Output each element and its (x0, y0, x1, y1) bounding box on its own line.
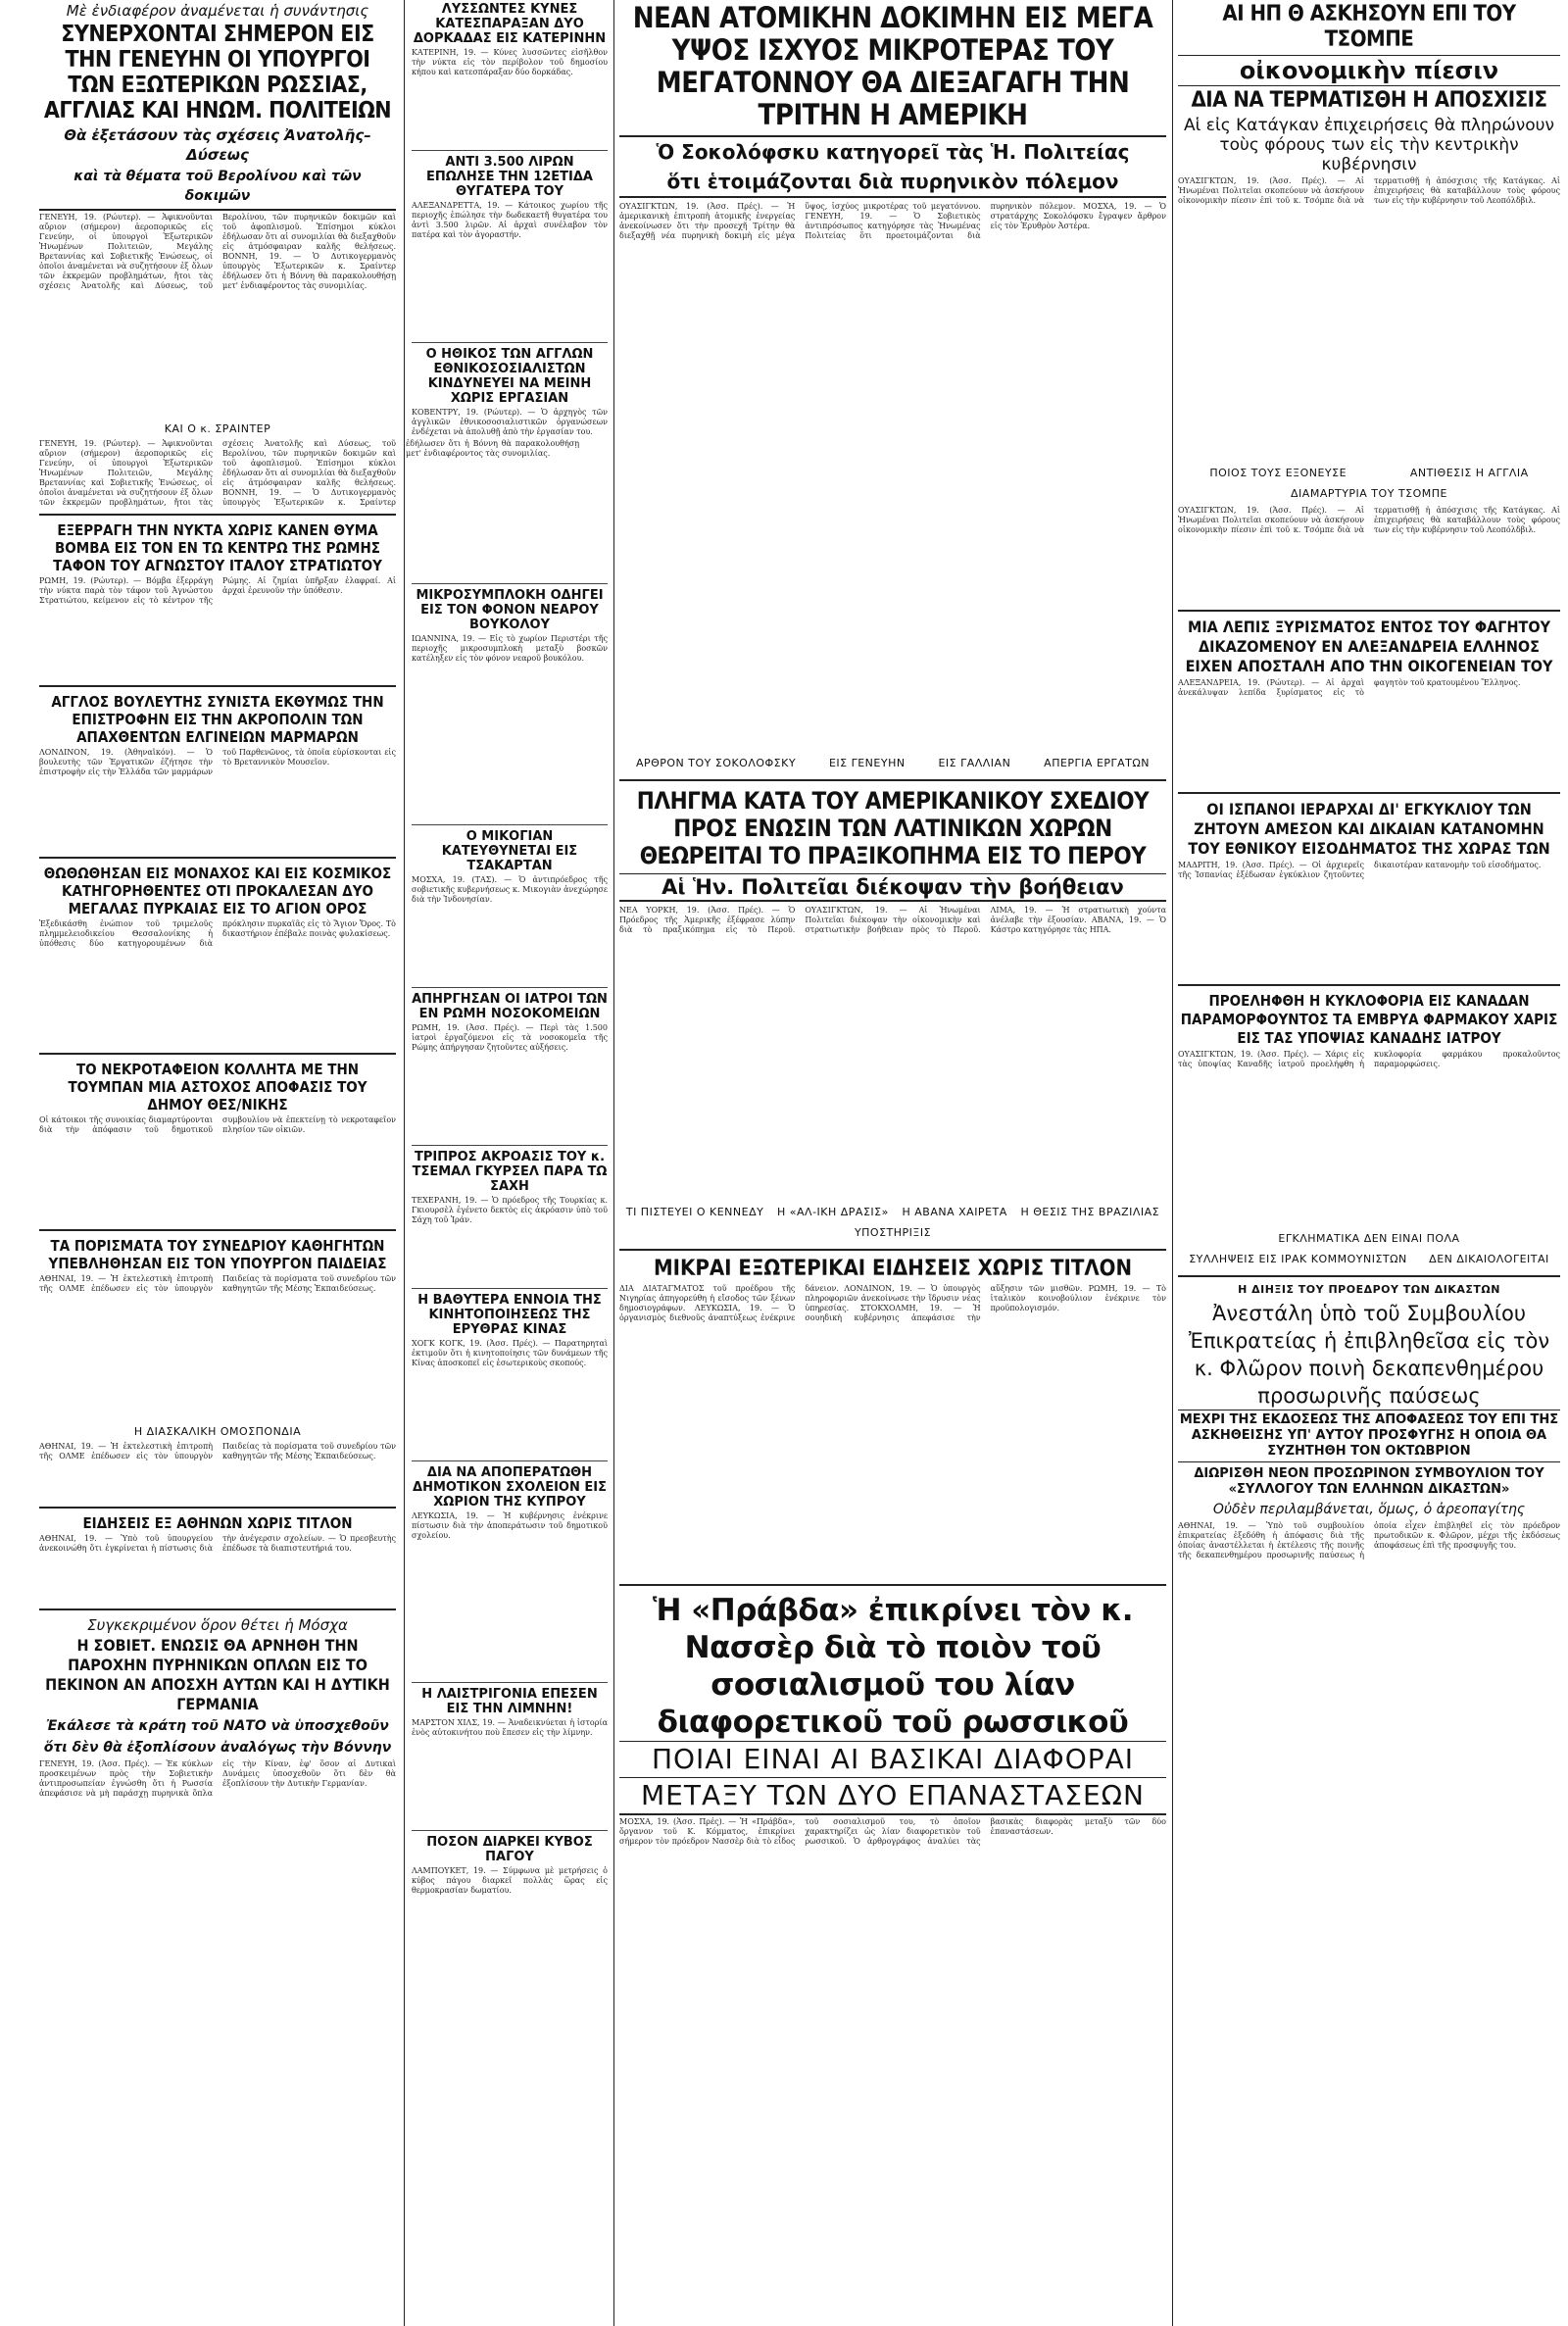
subhead-new-board: ΔΙΩΡΙΣΘΗ ΝΕΟΝ ΠΡΟΣΩΡΙΝΟΝ ΣΥΜΒΟΥΛΙΟΝ ΤΟΥ «ΣΥΛΛΟΓΟΥ ΤΩΝ ΕΛΛΗΝΩΝ ΔΙΚΑΣΤΩΝ» (1194, 1466, 1544, 1497)
article-cemetery-body: Οἱ κάτοικοι τῆς συνοικίας διαμαρτύρονται διὰ τὴν ἀπόφασιν τοῦ δημοτικοῦ συμβουλίου νὰ ἐπεκτείνῃ τὸ νεκροταφεῖον πλησίον τῶν οἰκιῶν. (39, 1115, 396, 1134)
article-peru-body: ΝΕΑ ΥΟΡΚΗ, 19. (Ἀσσ. Πρές). — Ὁ Πρόεδρος τῆς Ἀμερικῆς ἐξέφρασε λύπην διὰ τὸ πραξικόπημα εἰς τὸ Περοῦ. ΟΥΑΣΙΓΚΤΩΝ, 19. — Αἱ Ἡνωμέναι Πολιτεῖαι διέκοψαν τὴν οἰκονομικὴν καὶ στρατιωτικὴν βοήθειαν πρὸς τὸ Περοῦ. ΛΙΜΑ, 19. — Ἡ στρατιωτικὴ χούντα ἀνέλαβε τὴν ἐξουσίαν. ΑΒΑΝΑ, 19. — Ὁ Κάστρο κατηγόρησε τὰς ΗΠΑ. (619, 906, 1166, 934)
subhead-areopagite: Οὐδὲν περιλαμβάνεται, ὅμως, ὁ ἀρεοπαγίτης (1212, 1502, 1526, 1517)
kicker-judges-president: Η ΔΙΗΞΙΣ ΤΟΥ ΠΡΟΕΔΡΟΥ ΤΩΝ ΔΙΚΑΣΤΩΝ (1238, 1283, 1500, 1296)
headline-rome-doctors: ΑΠΗΡΓΗΣΑΝ ΟΙ ΙΑΤΡΟΙ ΤΩΝ ΕΝ ΡΩΜΗ ΝΟΣΟΚΟΜΕΙΩΝ (412, 992, 608, 1021)
headline-british-nazi: Ο ΗΘΙΚΟΣ ΤΩΝ ΑΓΓΛΩΝ ΕΘΝΙΚΟΣΟΣΙΑΛΙΣΤΩΝ ΚΙΝΔΥΝΕΥΕΙ ΝΑ ΜΕΙΝΗ ΧΩΡΙΣ ΕΡΓΑΣΙΑΝ (425, 347, 594, 406)
subsection-iraq-arrests: ΣΥΛΛΗΨΕΙΣ ΕΙΣ ΙΡΑΚ ΚΟΜΜΟΥΝΙΣΤΩΝ (1189, 1253, 1407, 1265)
article-razor-body: ΑΛΕΞΑΝΔΡΕΙΑ, 19. (Ρώυτερ). — Αἱ ἀρχαὶ ἀνεκάλυψαν λεπίδα ξυρίσματος εἰς τὸ φαγητὸν τοῦ κρατουμένου Ἕλληνος. (1178, 678, 1521, 697)
headline-sold-daughter: ΑΝΤΙ 3.500 ΛΙΡΩΝ ΕΠΩΛΗΣΕ ΤΗΝ 12ΕΤΙΔΑ ΘΥΓΑΤΕΡΑ ΤΟΥ (426, 155, 593, 199)
column-2 (412, 0, 608, 2326)
headline-mikoyan: Ο ΜΙΚΟΓΙΑΝ ΚΑΤΕΥΘΥΝΕΤΑΙ ΕΙΣ ΤΣΑΚΑΡΤΑΝ (441, 829, 578, 873)
subsection-in-france: ΕΙΣ ΓΑΛΛΙΑΝ (938, 757, 1011, 769)
headline-shepherd: ΜΙΚΡΟΣΥΜΠΛΟΚΗ ΟΔΗΓΕΙ ΕΙΣ ΤΟΝ ΦΟΝΟΝ ΝΕΑΡΟΥ ΒΟΥΚΟΛΟΥ (416, 588, 604, 632)
article-ice-body: ΛΑΜΠΟΥΚΕΤ, 19. — Σύμφωνα μὲ μετρήσεις ὁ κύβος πάγου διαρκεῖ πολλὰς ὥρας εἰς θερμοκρασίαν δωματίου. (412, 1866, 608, 1895)
article-nazi-body: ΚΟΒΕΝΤΡΥ, 19. (Ρώυτερ). — Ὁ ἀρχηγὸς τῶν ἀγγλικῶν ἐθνικοσοσιαλιστικῶν ὀργανώσεων ἐνδέχεται νὰ ἀπολυθῇ ἀπὸ τὴν ἐργασίαν του. (412, 408, 608, 436)
article-tshombe-body-2: ΟΥΑΣΙΓΚΤΩΝ, 19. (Ἀσσ. Πρές). — Αἱ Ἡνωμέναι Πολιτεῖαι σκοπεύουν νὰ ἀσκήσουν οἰκονομικὴν πίεσιν ἐπὶ τοῦ κ. Τσόμπε διὰ νὰ τερματισθῇ ἡ ἀπόσχισις τῆς Κατάγκας. Αἱ ἐπιχειρήσεις θὰ καταβάλλουν τοὺς φόρους των εἰς τὴν κυβέρνησιν τοῦ Λεοπόλδβιλ. (1178, 506, 1560, 534)
headline-china-mobilization: Η ΒΑΘΥΤΕΡΑ ΕΝΝΟΙΑ ΤΗΣ ΚΙΝΗΤΟΠΟΙΗΣΕΩΣ ΤΗΣ ΕΡΥΘΡΑΣ ΚΙΝΑΣ (417, 1293, 602, 1337)
article-soviet-body: ΓΕΝΕΥΗ, 19. (Ἀσσ. Πρές). — Ἐκ κύκλων προσκειμένων πρὸς τὴν Σοβιετικὴν ἀντιπροσωπείαν ἐγνώσθη ὅτι ἡ Ρωσσία ἀπεφάσισε νὰ μὴ παράσχῃ πυρηνικὰ ὅπλα εἰς τὴν Κίναν, ἐφ' ὅσον αἱ Δυτικαὶ Δυνάμεις ὑποσχεθοῦν ὅτι δὲν θὰ ἐξοπλίσουν τὴν Δυτικὴν Γερμανίαν. (39, 1759, 396, 1798)
subhead-until-decision: ΜΕΧΡΙ ΤΗΣ ΕΚΔΟΣΕΩΣ ΤΗΣ ΑΠΟΦΑΣΕΩΣ ΤΟΥ ΕΠΙ ΤΗΣ ΑΣΚΗΘΕΙΣΗΣ ΥΠ' ΑΥΤΟΥ ΠΡΟΣΦΥΓΗΣ Η ΟΠΟΙΑ ΘΑ ΣΥΖΗΤΗΘΗ ΤΟΝ ΟΚΤΩΒΡΙΟΝ (1178, 1410, 1560, 1462)
headline-floros-suspension: Ἀνεστάλη ὑπὸ τοῦ Συμβουλίου Ἐπικρατείας ἡ ἐπιβληθεῖσα εἰς τὸν κ. Φλῶρον ποινὴ δεκαπενθημέρου προσωρινῆς παύσεως (1188, 1302, 1550, 1408)
article-geneva-body-2: ΓΕΝΕΥΗ, 19. (Ρώυτερ). — Ἀφικνοῦνται αὔριον (σήμερον) ἀεροπορικῶς εἰς Γενεύην, οἱ ὑπουργοὶ Ἐξωτερικῶν Ἡνωμένων Πολιτειῶν, Μεγάλης Βρεταννίας καὶ Σοβιετικῆς Ἑνώσεως, οἱ ὁποῖοι ἀναμένεται νὰ συζητήσουν ἐξ ὅλων τῶν ἐκκρεμῶν προβλημάτων, ἤτοι τὰς σχέσεις Ἀνατολῆς καὶ Δύσεως, τοῦ Βερολίνου, τῶν πυρηνικῶν δοκιμῶν καὶ τοῦ ἀφοπλισμοῦ. Ἐπίσημοι κύκλοι ἐδήλωσαν ὅτι αἱ συνομιλίαι θὰ διεξαχθοῦν εἰς ἀτμόσφαιραν καλῆς θελήσεως. ΒΟΝΝΗ, 19. — Ὁ Δυτικογερμανὸς ὑπουργὸς Ἐξωτερικῶν κ. Σραίντερ ἐδήλωσεν ὅτι ἡ Βόννη θὰ παρακολουθήσῃ μετ' ἐνδιαφέροντος τὰς συνομιλίας. (39, 439, 579, 507)
headline-cyprus-school: ΔΙΑ ΝΑ ΑΠΟΠΕΡΑΤΩΘΗ ΔΗΜΟΤΙΚΟΝ ΣΧΟΛΕΙΟΝ ΕΙΣ ΧΩΡΙΟΝ ΤΗΣ ΚΥΠΡΟΥ (413, 1465, 607, 1509)
column-3 (619, 0, 1166, 2326)
article-rome-bomb-body: ΡΩΜΗ, 19. (Ρώυτερ). — Βόμβα ἐξερράγη τὴν νύκτα παρὰ τὸν τάφον τοῦ Ἀγνώστου Στρατιώτου, κείμενον εἰς τὸ κέντρον τῆς Ρώμης. Αἱ ζημίαι ὑπῆρξαν ἐλαφραί. Αἱ ἀρχαὶ ἐρευνοῦν τὴν ὑπόθεσιν. (39, 576, 396, 605)
article-geneva-body: ΓΕΝΕΥΗ, 19. (Ρώυτερ). — Ἀφικνοῦνται αὔριον (σήμερον) ἀεροπορικῶς εἰς Γενεύην, οἱ ὑπουργοὶ Ἐξωτερικῶν Ἡνωμένων Πολιτειῶν, Μεγάλης Βρεταννίας καὶ Σοβιετικῆς Ἑνώσεως, οἱ ὁποῖοι ἀναμένεται νὰ συζητήσουν ἐξ ὅλων τῶν ἐκκρεμῶν προβλημάτων, ἤτοι τὰς σχέσεις Ἀνατολῆς καὶ Δύσεως, τοῦ Βερολίνου, τῶν πυρηνικῶν δοκιμῶν καὶ τοῦ ἀφοπλισμοῦ. Ἐπίσημοι κύκλοι ἐδήλωσαν ὅτι αἱ συνομιλίαι θὰ διεξαχθοῦν εἰς ἀτμόσφαιραν καλῆς θελήσεως. ΒΟΝΝΗ, 19. — Ὁ Δυτικογερμανὸς ὑπουργὸς Ἐξωτερικῶν κ. Σραίντερ ἐδήλωσεν ὅτι ἡ Βόννη θὰ παρακολουθήσῃ μετ' ἐνδιαφέροντος τὰς συνομιλίας. (39, 213, 396, 290)
kicker-geneva: Μὲ ἐνδιαφέρον ἀναμένεται ἡ συνάντησις (66, 2, 369, 20)
subsection-havana: Η ΑΒΑΝΑ ΧΑΙΡΕΤΑ (902, 1206, 1007, 1218)
article-shepherd-body: ΙΩΑΝΝΙΝΑ, 19. — Εἰς τὸ χωρίον Περιστέρι τῆς περιοχῆς μικροσυμπλοκὴ μεταξὺ βοσκῶν κατέληξεν εἰς τὸν φόνον νεαροῦ βουκόλου. (412, 634, 608, 663)
subhead-two-revolutions: ΜΕΤΑΞΥ ΤΩΝ ΔΥΟ ΕΠΑΝΑΣΤΑΣΕΩΝ (619, 1778, 1166, 1815)
headline-canada-drug: ΠΡΟΕΛΗΦΘΗ Η ΚΥΚΛΟΦΟΡΙΑ ΕΙΣ ΚΑΝΑΔΑΝ ΠΑΡΑΜΟΡΦΟΥΝΤΟΣ ΤΑ ΕΜΒΡΥΑ ΦΑΡΜΑΚΟΥ ΧΑΡΙΣ ΕΙΣ ΤΑΣ ΥΠΟΨΙΑΣ ΚΑΝΑΔΗΣ ΙΑΤΡΟΥ (1180, 992, 1558, 1047)
kicker-moscow: Συγκεκριμένον ὅρον θέτει ἡ Μόσχα (87, 1616, 348, 1634)
article-tshombe-body: ΟΥΑΣΙΓΚΤΩΝ, 19. (Ἀσσ. Πρές). — Αἱ Ἡνωμέναι Πολιτεῖαι σκοπεύουν νὰ ἀσκήσουν οἰκονομικὴν πίεσιν ἐπὶ τοῦ κ. Τσόμπε διὰ νὰ τερματισθῇ ἡ ἀπόσχισις τῆς Κατάγκας. Αἱ ἐπιχειρήσεις θὰ καταβάλλουν τοὺς φόρους των εἰς τὴν κυβέρνησιν τοῦ Λεοπόλδβιλ. (1178, 176, 1560, 205)
subsection-action: Η «ΑΛ-ΙΚΗ ΔΡΑΣΙΣ» (777, 1206, 889, 1218)
subsection-brazil: Η ΘΕΣΙΣ ΤΗΣ ΒΡΑΖΙΛΙΑΣ (1020, 1206, 1160, 1218)
subhead-nato: Ἐκάλεσε τὰ κράτη τοῦ ΝΑΤΟ νὰ ὑποσχεθοῦν (46, 1718, 389, 1734)
subhead-berlin: καὶ τὰ θέματα τοῦ Βερολίνου καὶ τῶν δοκιμῶν (39, 167, 396, 211)
article-gursel-body: ΤΕΧΕΡΑΝΗ, 19. — Ὁ πρόεδρος τῆς Τουρκίας κ. Γκιουρσὲλ ἐγένετο δεκτὸς εἰς ἀκρόασιν ὑπὸ τοῦ Σάχη τοῦ Ἰράν. (412, 1196, 608, 1224)
subsection-tshombe-protest: ΔΙΑΜΑΡΤΥΡΙΑ ΤΟΥ ΤΣΟΜΠΕ (1291, 487, 1447, 500)
subsection-britain-opposes: ΑΝΤΙΘΕΣΙΣ Η ΑΓΓΛΙΑ (1409, 467, 1529, 479)
subhead-sokolovsky: Ὁ Σοκολόφσκυ κατηγορεῖ τὰς Ἡ. Πολιτείας (619, 135, 1166, 165)
subhead-katanga-taxes: Αἱ εἰς Κατάγκαν ἐπιχειρήσεις θὰ πληρώνουν τοὺς φόρους των εἰς τὴν κεντρικὴν κυβέρνησιν (1183, 116, 1555, 174)
article-lake-body: ΜΑΡΣΤΟΝ ΧΙΛΣ, 19. — Ἀναδεικνύεται ἡ ἱστορία ἑνὸς αὐτοκινήτου ποὺ ἔπεσεν εἰς τὴν λίμνην. (412, 1718, 608, 1737)
subhead-basic-differences: ΠΟΙΑΙ ΕΙΝΑΙ ΑΙ ΒΑΣΙΚΑΙ ΔΙΑΦΟΡΑΙ (619, 1741, 1166, 1778)
article-atomic-body: ΟΥΑΣΙΓΚΤΩΝ, 19. (Ἀσσ. Πρές). — Ἡ ἀμερικανικὴ ἐπιτροπὴ ἀτομικῆς ἐνεργείας ἀνεκοίνωσεν ὅτι τὴν προσεχῆ Τρίτην θὰ διεξαχθῇ νέα πυρηνικὴ δοκιμὴ εἰς μέγα ὕψος, ἰσχύος μικροτέρας τοῦ μεγατόννου. ΓΕΝΕΥΗ, 19. — Ὁ Σοβιετικὸς ἀντιπρόσωπος κατηγόρησε τὰς Ἡνωμένας Πολιτείας ὅτι προετοιμάζονται διὰ πυρηνικὸν πόλεμον. ΜΟΣΧΑ, 19. — Ὁ στρατάρχης Σοκολόφσκυ ἔγραψεν ἄρθρον εἰς τὸν Ἐρυθρὸν Ἀστέρα. (619, 202, 1166, 240)
subsection-in-geneva: ΕΙΣ ΓΕΝΕΥΗΝ (828, 757, 906, 769)
subsection-support: ΥΠΟΣΤΗΡΙΞΙΣ (854, 1226, 932, 1239)
subsection-teachers-federation: Η ΔΙΑΣΚΑΛΙΚΗ ΟΜΟΣΠΟΝΔΙΑ (133, 1425, 302, 1438)
article-mikoyan-body: ΜΟΣΧΑ, 19. (ΤΑΣ). — Ὁ ἀντιπρόεδρος τῆς σοβιετικῆς κυβερνήσεως κ. Μικογιὰν ἀνεχώρησε διὰ τὴν Ἰνδονησίαν. (412, 875, 608, 904)
headline-peru-coup: ΠΛΗΓΜΑ ΚΑΤΑ ΤΟΥ ΑΜΕΡΙΚΑΝΙΚΟΥ ΣΧΕΔΙΟΥ ΠΡΟΣ ΕΝΩΣΙΝ ΤΩΝ ΛΑΤΙΝΙΚΩΝ ΧΩΡΩΝ ΘΕΩΡΕΙΤΑΙ ΤΟ ΠΡΑΞΙΚΟΠΗΜΑ ΕΙΣ ΤΟ ΠΕΡΟΥ (636, 787, 1150, 869)
headline-tshombe: ΑΙ ΗΠ Θ ΑΣΚΗΣΟΥΝ ΕΠΙ ΤΟΥ ΤΣΟΜΠΕ (1222, 2, 1516, 52)
headline-atomic-test: ΝΕΑΝ ΑΤΟΜΙΚΗΝ ΔΟΚΙΜΗΝ ΕΙΣ ΜΕΓΑ ΥΨΟΣ ΙΣΧΥΟΣ ΜΙΚΡΟΤΕΡΑΣ ΤΟΥ ΜΕΓΑΤΟΝΝΟΥ ΘΑ ΔΙΕΞΑΓΑΓΗ ΤΗΝ ΤΡΙΤΗΝ Η ΑΜΕΡΙΚΗ (632, 1, 1153, 131)
article-canada-body: ΟΥΑΣΙΓΚΤΩΝ, 19. (Ἀσσ. Πρές). — Χάρις εἰς τὰς ὑποψίας Καναδῆς ἰατροῦ προελήφθη ἡ κυκλοφορία φαρμάκου προκαλοῦντος παραμορφώσεις. (1178, 1050, 1560, 1068)
article-teachers-body: ΑΘΗΝΑΙ, 19. — Ἡ ἐκτελεστικὴ ἐπιτροπὴ τῆς ΟΛΜΕ ἐπέδωσεν εἰς τὸν ὑπουργὸν Παιδείας τὰ πορίσματα τοῦ συνεδρίου τῶν καθηγητῶν τῆς Μέσης Ἐκπαιδεύσεως. (39, 1274, 396, 1293)
subsection-who-exhausted: ΠΟΙΟΣ ΤΟΥΣ ΕΞΟΝΕΥΣΕ (1209, 467, 1348, 479)
article-athos-body: Ἐξεδικάσθη ἐνώπιον τοῦ τριμελοῦς πλημμελειοδικείου Θεσσαλονίκης ἡ ὑπόθεσις δύο κατηγορουμένων διὰ πρόκλησιν πυρκαϊᾶς εἰς τὸ Ἅγιον Ὄρος. Τὸ δικαστήριον ἐπέβαλε ποινὰς φυλακίσεως. (39, 919, 396, 948)
headline-razor-blade: ΜΙΑ ΛΕΠΙΣ ΞΥΡΙΣΜΑΤΟΣ ΕΝΤΟΣ ΤΟΥ ΦΑΓΗΤΟΥ ΔΙΚΑΖΟΜΕΝΟΥ ΕΝ ΑΛΕΞΑΝΔΡΕΙΑ ΕΛΛΗΝΟΣ ΕΙΧΕΝ ΑΠΟΣΤΑΛΗ ΑΠΟ ΤΗΝ ΟΙΚΟΓΕΝΕΙΑΝ ΤΟΥ (1185, 618, 1553, 675)
headline-geneva-ministers: ΣΥΝΕΡΧΟΝΤΑΙ ΣΗΜΕΡΟΝ ΕΙΣ ΤΗΝ ΓΕΝΕΥΗΝ ΟΙ ΥΠΟΥΡΓΟΙ ΤΩΝ ΕΞΩΤΕΡΙΚΩΝ ΡΩΣΣΙΑΣ, ΑΓΓΛΙΑΣ ΚΑΙ ΗΝΩΜ. ΠΟΛΙΤΕΙΩΝ (43, 22, 392, 124)
subsection-crimes: ΕΓΚΛΗΜΑΤΙΚΑ ΔΕΝ ΕΙΝΑΙ ΠΟΛΑ (1278, 1232, 1460, 1245)
subhead-east-west: Θὰ ἐξετάσουν τὰς σχέσεις Ἀνατολῆς–Δύσεως (64, 126, 371, 164)
subhead-nuclear-war: ὅτι ἑτοιμάζονται διὰ πυρηνικὸν πόλεμον (619, 169, 1166, 198)
headline-spanish-bishops: ΟΙ ΙΣΠΑΝΟΙ ΙΕΡΑΡΧΑΙ ΔΙ' ΕΓΚΥΚΛΙΟΥ ΤΩΝ ΖΗΤΟΥΝ ΑΜΕΣΟΝ ΚΑΙ ΔΙΚΑΙΑΝ ΚΑΤΑΝΟΜΗΝ ΤΟΥ ΕΘΝΙΚΟΥ ΕΙΣΟΔΗΜΑΤΟΣ ΤΗΣ ΧΩΡΑΣ ΤΩΝ (1188, 800, 1550, 858)
headline-foreign-briefs: ΜΙΚΡΑΙ ΕΞΩΤΕΡΙΚΑΙ ΕΙΔΗΣΕΙΣ ΧΩΡΙΣ ΤΙΤΛΟΝ (653, 1257, 1133, 1281)
article-bishops-body: ΜΑΔΡΙΤΗ, 19. (Ἀσσ. Πρές). — Οἱ ἀρχιερεῖς τῆς Ἱσπανίας ἐξέδωσαν ἐγκύκλιον ζητοῦντες δικαιοτέραν κατανομὴν τοῦ εἰσοδήματος. (1178, 861, 1542, 879)
subsection-strike: ΑΠΕΡΓΙΑ ΕΡΓΑΤΩΝ (1044, 757, 1151, 769)
headline-rome-bomb: ΕΞΕΡΡΑΓΗ ΤΗΝ ΝΥΚΤΑ ΧΩΡΙΣ ΚΑΝΕΝ ΘΥΜΑ ΒΟΜΒΑ ΕΙΣ ΤΟΝ ΕΝ ΤΩ ΚΕΝΤΡΩ ΤΗΣ ΡΩΜΗΣ ΤΑΦΟΝ ΤΟΥ ΑΓΝΩΣΤΟΥ ΙΤΑΛΟΥ ΣΤΡΑΤΙΩΤΟΥ (53, 521, 382, 574)
subsection-sokolovsky-article: ΑΡΘΡΟΝ ΤΟΥ ΣΟΚΟΛΟΦΣΚΥ (635, 757, 797, 769)
headline-elgin-marbles: ΑΓΓΛΟΣ ΒΟΥΛΕΥΤΗΣ ΣΥΝΙΣΤΑ ΕΚΘΥΜΩΣ ΤΗΝ ΕΠΙΣΤΡΟΦΗΝ ΕΙΣ ΤΗΝ ΑΚΡΟΠΟΛΙΝ ΤΩΝ ΑΠΑΧΘΕΝΤΩΝ ΕΛΓΙΝΕΙΩΝ ΜΑΡΜΑΡΩΝ (51, 693, 384, 746)
article-dogs-body: ΚΑΤΕΡΙΝΗ, 19. — Κύνες λυσσῶντες εἰσῆλθον τὴν νύκτα εἰς τὸν περίβολον τοῦ δημοσίου κήπου καὶ κατεσπάραξαν δύο δορκάδας. (412, 48, 608, 76)
headline-ice-cube: ΠΟΣΟΝ ΔΙΑΡΚΕΙ ΚΥΒΟΣ ΠΑΓΟΥ (426, 1835, 593, 1864)
article-briefs-body: ΔΙΑ ΔΙΑΤΑΓΜΑΤΟΣ τοῦ προέδρου τῆς Νιγηρίας ἀπηγορεύθη ἡ εἴσοδος τῶν ξένων δημοσιογράφων. ΛΕΥΚΩΣΙΑ, 19. — Ὁ ὀργανισμὸς διεθνοῦς ἀναπτύξεως ἐνέκρινε δάνειον. ΛΟΝΔΙΝΟΝ, 19. — Ὁ ὑπουργὸς πληροφοριῶν ἀνεκοίνωσε τὴν ἵδρυσιν νέας ὑπηρεσίας. ΣΤΟΚΧΟΛΜΗ, 19. — Ἡ σουηδικὴ κυβέρνησις ἀπεφάσισε τὴν αὔξησιν τῶν μισθῶν. ΡΩΜΗ, 19. — Τὸ ἰταλικὸν κοινοβούλιον ἐνέκρινε τὸν προϋπολογισμόν. (619, 1284, 1166, 1322)
subsection-schroeder: ΚΑΙ Ο κ. ΣΡΑΙΝΤΕΡ (164, 422, 271, 435)
article-cyprus-body: ΛΕΥΚΩΣΙΑ, 19. — Ἡ κυβέρνησις ἐνέκρινε πίστωσιν διὰ τὴν ἀποπεράτωσιν τοῦ δημοτικοῦ σχολείου. (412, 1511, 608, 1540)
article-floros-body: ΑΘΗΝΑΙ, 19. — Ὑπὸ τοῦ συμβουλίου ἐπικρατείας ἐξεδόθη ἡ ἀπόφασις διὰ τῆς ὁποίας ἀναστέλλεται ἡ ἐκτέλεσις τῆς ποινῆς τῆς δεκαπενθημέρου προσωρινῆς παύσεως ἡ ὁποία εἶχεν ἐπιβληθεῖ εἰς τὸν πρόεδρον πρωτοδικῶν κ. Φλῶρον, μέχρι τῆς ἐκδόσεως ἀποφάσεως ἐπὶ τῆς προσφυγῆς του. (1178, 1521, 1560, 1559)
headline-soviet-nuclear: Η ΣΟΒΙΕΤ. ΕΝΩΣΙΣ ΘΑ ΑΡΝΗΘΗ ΤΗΝ ΠΑΡΟΧΗΝ ΠΥΡΗΝΙΚΩΝ ΟΠΛΩΝ ΕΙΣ ΤΟ ΠΕΚΙΝΟΝ ΑΝ ΑΠΟΣΧΗ ΑΥΤΩΝ ΚΑΙ Η ΔΥΤΙΚΗ ΓΕΡΜΑΝΙΑ (45, 1636, 390, 1713)
headline-cemetery: ΤΟ ΝΕΚΡΟΤΑΦΕΙΟΝ ΚΟΛΛΗΤΑ ΜΕ ΤΗΝ ΤΟΥΜΠΑΝ ΜΙΑ ΑΣΤΟΧΟΣ ΑΠΟΦΑΣΙΣ ΤΟΥ ΔΗΜΟΥ ΘΕΣ/ΝΙΚΗΣ (68, 1061, 368, 1114)
article-athens-body: ΑΘΗΝΑΙ, 19. — Ὑπὸ τοῦ ὑπουργείου ἀνεκοινώθη ὅτι ἐγκρίνεται ἡ πίστωσις διὰ τὴν ἀνέγερσιν σχολείων. — Ὁ πρεσβευτὴς ἐπέδωσε τὰ διαπιστευτήριά του. (39, 1534, 396, 1553)
article-doctors-body: ΡΩΜΗ, 19. (Ἀσσ. Πρές). — Περὶ τὰς 1.500 ἰατροὶ ἐργαζόμενοι εἰς τὰ νοσοκομεῖα τῆς Ρώμης ἀπήργησαν ζητοῦντες αὐξήσεις. (412, 1023, 608, 1052)
headline-gursel: ΤΡΙΠΡΟΣ ΑΚΡΟΑΣΙΣ ΤΟΥ κ. ΤΣΕΜΑΛ ΓΚΥΡΣΕΛ ΠΑΡΑ ΤΩ ΣΑΧΗ (412, 1150, 608, 1194)
article-china-body: ΧΟΓΚ ΚΟΓΚ, 19. (Ἀσσ. Πρές). — Παρατηρηταὶ ἐκτιμοῦν ὅτι ἡ κινητοποίησις τῶν δυνάμεων τῆς Κίνας ἀποσκοπεῖ εἰς ἐσωτερικοὺς σκοπούς. (412, 1339, 608, 1367)
subsection-not-justified: ΔΕΝ ΔΙΚΑΙΟΛΟΓΕΙΤΑΙ (1429, 1253, 1549, 1265)
headline-economic-pressure: οἰκονομικὴν πίεσιν (1178, 55, 1560, 86)
article-pravda-body: ΜΟΣΧΑ, 19. (Ἀσσ. Πρές). — Ἡ «Πράβδα», ὄργανον τοῦ Κ. Κόμματος, ἐπικρίνει σήμερον τὸν πρόεδρον Νασσὲρ διὰ τὸ εἶδος τοῦ σοσιαλισμοῦ του, τὸ ὁποῖον χαρακτηρίζει ὡς λίαν διαφορετικὸν τοῦ ρωσσικοῦ. Ὁ ἀρθρογράφος ἀναλύει τὰς βασικὰς διαφορὰς μεταξὺ τῶν δύο ἐπαναστάσεων. (619, 1817, 1166, 1846)
subsection-kennedy: ΤΙ ΠΙΣΤΕΥΕΙ Ο ΚΕΝΝΕΔΥ (625, 1206, 764, 1218)
article-elgin-body: ΛΟΝΔΙΝΟΝ, 19. (Ἀθηναϊκόν). — Ὁ βουλευτὴς τῶν Ἐργατικῶν ἐζήτησε τὴν ἐπιστροφὴν εἰς τὴν Ἑλλάδα τῶν μαρμάρων τοῦ Παρθενῶνος, τὰ ὁποῖα εὑρίσκονται εἰς τὸ Βρεταννικὸν Μουσεῖον. (39, 748, 396, 776)
headline-teachers-congress: ΤΑ ΠΟΡΙΣΜΑΤΑ ΤΟΥ ΣΥΝΕΔΡΙΟΥ ΚΑΘΗΓΗΤΩΝ ΥΠΕΒΛΗΘΗΣΑΝ ΕΙΣ ΤΟΝ ΥΠΟΥΡΓΟΝ ΠΑΙΔΕΙΑΣ (48, 1237, 387, 1272)
headline-athens-news: ΕΙΔΗΣΕΙΣ ΕΞ ΑΘΗΝΩΝ ΧΩΡΙΣ ΤΙΤΛΟΝ (82, 1514, 353, 1532)
article-teachers-body-2: ΑΘΗΝΑΙ, 19. — Ἡ ἐκτελεστικὴ ἐπιτροπὴ τῆς ΟΛΜΕ ἐπέδωσεν εἰς τὸν ὑπουργὸν Παιδείας τὰ πορίσματα τοῦ συνεδρίου τῶν καθηγητῶν τῆς Μέσης Ἐκπαιδεύσεως. (39, 1442, 396, 1460)
article-daughter-body: ΑΛΕΞΑΝΔΡΕΤΤΑ, 19. — Κάτοικος χωρίου τῆς περιοχῆς ἐπώλησε τὴν δωδεκαετῆ θυγατέρα του ἀντὶ 3.500 λιρῶν. Αἱ ἀρχαὶ συνέλαβον τὸν πατέρα καὶ τὸν ἀγοραστήν. (412, 201, 608, 239)
headline-secession: ΔΙΑ ΝΑ ΤΕΡΜΑΤΙΣΘΗ Η ΑΠΟΣΧΙΣΙΣ (1191, 88, 1547, 113)
headline-rabid-dogs: ΛΥΣΣΩΝΤΕΣ ΚΥΝΕΣ ΚΑΤΕΣΠΑΡΑΞΑΝ ΔΥΟ ΔΟΡΚΑΔΑΣ ΕΙΣ ΚΑΤΕΡΙΝΗΝ (413, 2, 607, 46)
subhead-bonn: ὅτι δὲν θὰ ἐξοπλίσουν ἀναλόγως τὴν Βόννην (43, 1740, 392, 1756)
column-4 (1178, 0, 1560, 2326)
headline-mount-athos: ΘΩΘΩΘΗΣΑΝ ΕΙΣ ΜΟΝΑΧΟΣ ΚΑΙ ΕΙΣ ΚΟΣΜΙΚΟΣ ΚΑΤΗΓΟΡΗΘΕΝΤΕΣ ΟΤΙ ΠΡΟΚΑΛΕΣΑΝ ΔΥΟ ΜΕΓΑΛΑΣ ΠΥΡΚΑΙΑΣ ΕΙΣ ΤΟ ΑΓΙΟΝ ΟΡΟΣ (43, 865, 392, 917)
headline-pravda-nasser: Ἡ «Πράβδα» ἐπικρίνει τὸν κ. Νασσὲρ διὰ τὸ ποιὸν τοῦ σοσιαλισμοῦ του λίαν διαφορετικοῦ τοῦ ρωσσικοῦ (652, 1593, 1134, 1740)
headline-lake: Η ΛΑΙΣΤΡΙΓΟΝΙΑ ΕΠΕΣΕΝ ΕΙΣ ΤΗΝ ΛΙΜΝΗΝ! (421, 1687, 598, 1716)
subhead-aid-cut: Αἱ Ἡν. Πολιτεῖαι διέκοψαν τὴν βοήθειαν (619, 873, 1166, 902)
